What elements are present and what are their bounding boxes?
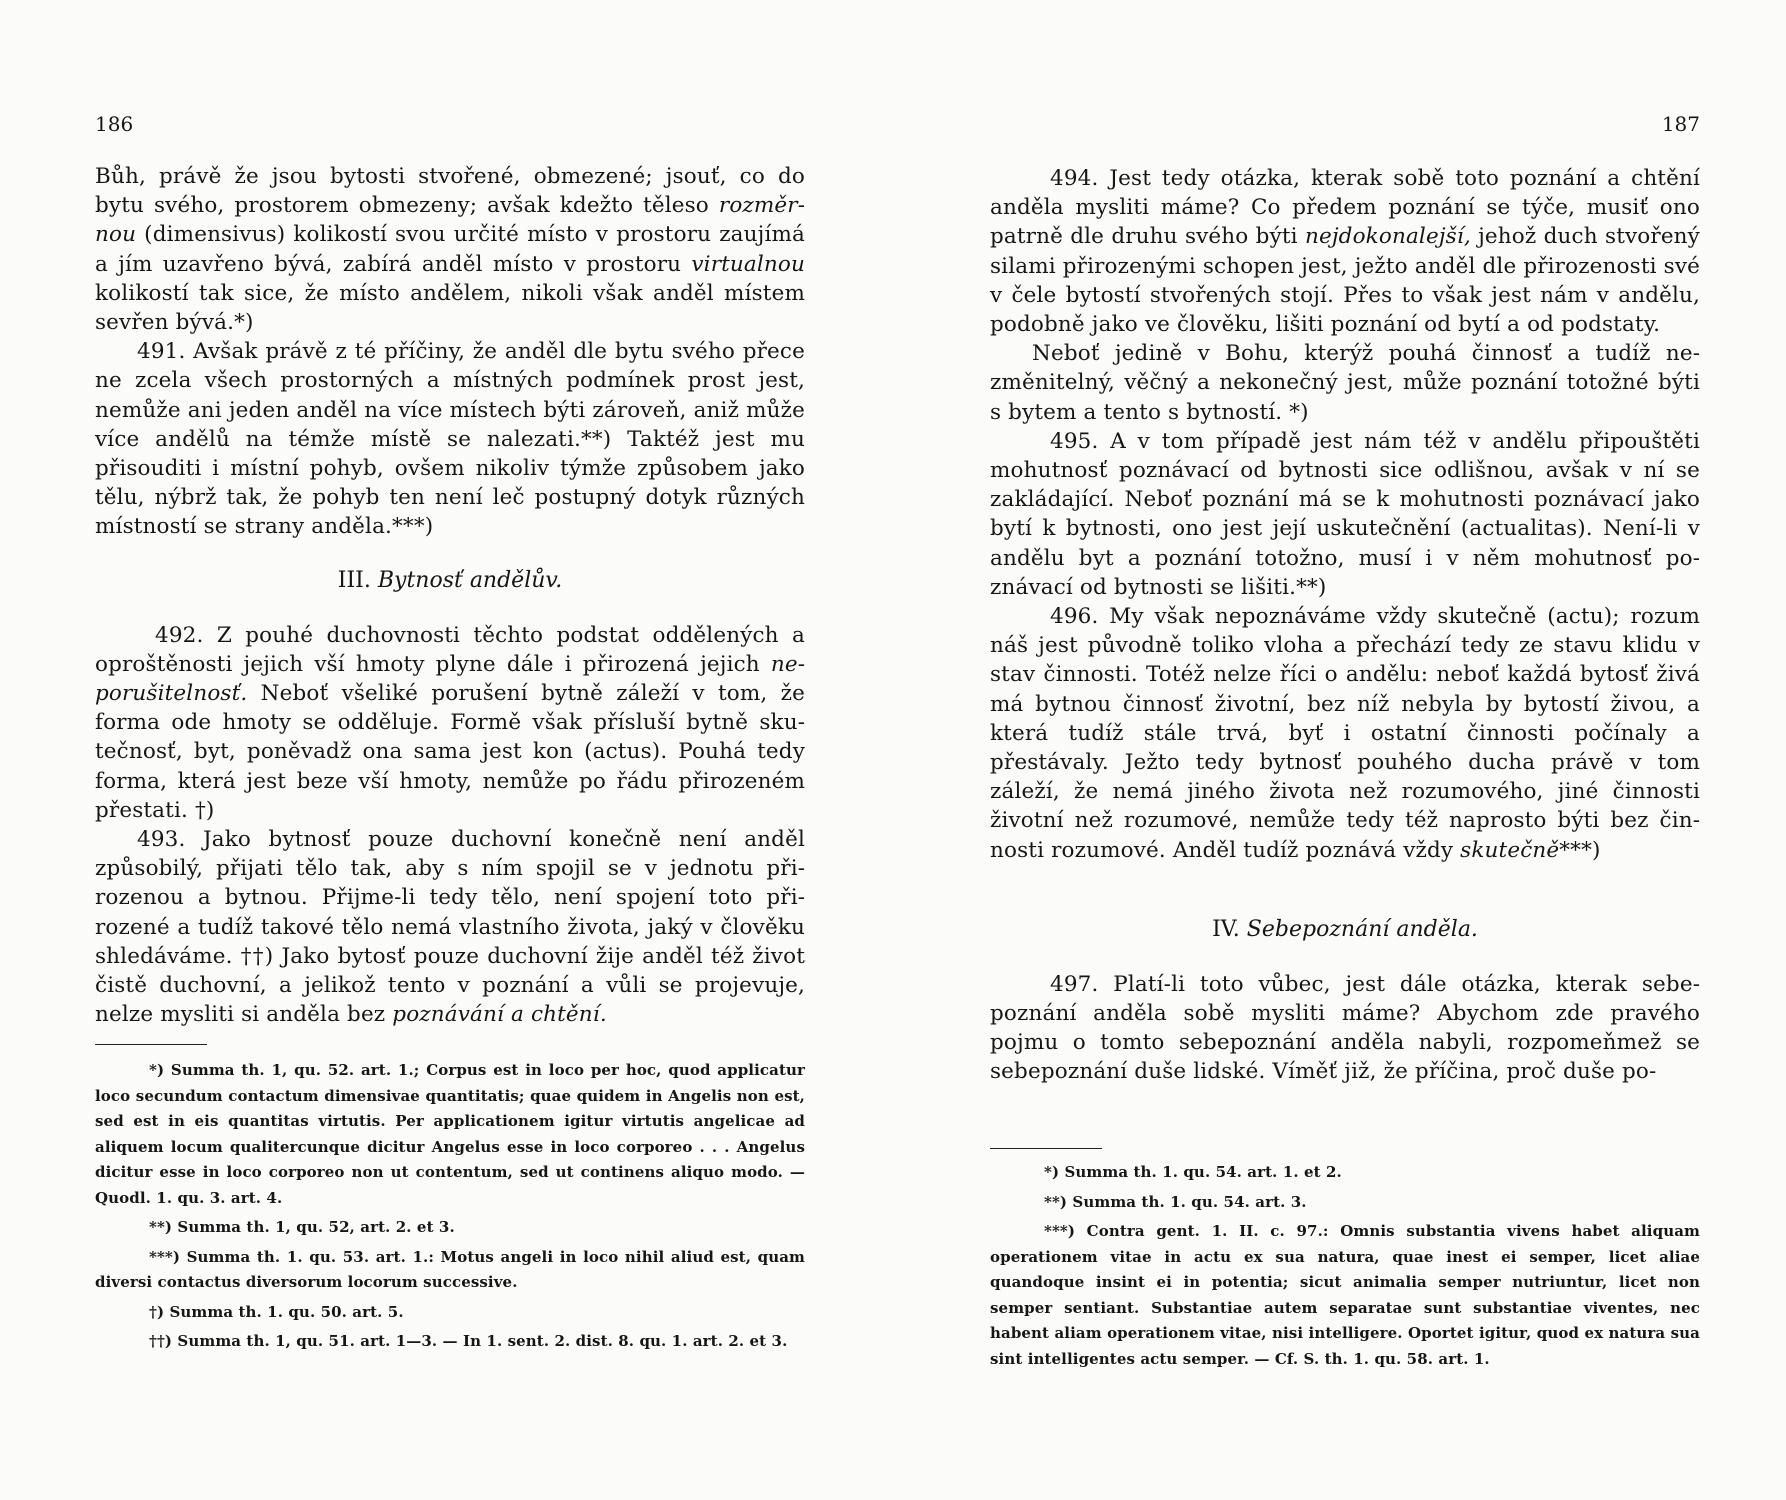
footnote: ***) Contra gent. 1. II. c. 97.: Omnis substantia vivens habet aliquam operationem vitae in actu ex sua natura, quae inest ei semper, licet aliae quandoque insint ei in potentia; sicut animalia semper nutriuntur, licet non semper sentiant. Substantiae autem separatae sunt substantiae viventes, nec habent aliam operationem vitae, nisi intelligere. Oportet igitur, quod ex natura sua sint intelligentes actu semper. — Cf. S. th. 1. qu. 58. art. 1. bbox=[990, 1222, 1700, 1368]
footnote: **) Summa th. 1, qu. 52, art. 2. et 3. bbox=[149, 1218, 455, 1236]
paragraph: 493. Jako bytnosť pouze duchovní konečně není anděl způsobilý, přijati tělo tak, aby s ním spojil se v jednotu přirozenou a bytnou. Přijme-li tedy tělo, není spojení toto přirozené a tudíž takové tělo nemá vlastního života, jaký v člověku shledáváme. ††) Jako bytosť pouze duchovní žije anděl též život čistě duchovní, a jelikož tento v poznání a vůli se projevuje, nelze mysliti si anděla bez poznávání a chtění. bbox=[95, 827, 805, 1028]
footnote-rule bbox=[95, 1044, 207, 1045]
right-page bbox=[990, 0, 1700, 1500]
paragraph: 496. My však nepoznáváme vždy skutečně (actu); rozum náš jest původně toliko vloha a přechází tedy ze stavu klidu v stav činnosti. Totéž nelze říci o andělu: neboť každá bytosť živá má bytnou činnosť životní, bez níž nebyla by bytostí živou, a která tudíž stále trvá, byť i ostatní činnosti počínaly a přestávaly. Ježto tedy bytnosť pouhého ducha právě v tom záleží, že nemá jiného života než rozumového, jiné činnosti životní než rozumové, nemůže tedy též naprosto býti bez činnosti rozumové. Anděl tudíž poznává vždy skutečně***) bbox=[990, 604, 1700, 863]
paragraph: 494. Jest tedy otázka, kterak sobě toto poznání a chtění anděla mysliti máme? Co předem poznání se týče, musiť ono patrně dle druhu svého býti nejdokonalejší, jehož duch stvořený silami přirozenými schopen jest, ježto anděl dle přirozenosti své v čele bytostí stvořených stojí. Přes to však jest nám v andělu, podobně jako ve člověku, lišiti poznání od bytí a od podstaty. bbox=[990, 166, 1700, 338]
page-number: 187 bbox=[1661, 112, 1700, 136]
footnotes bbox=[990, 1160, 1700, 1376]
paragraph: 497. Platí-li toto vůbec, jest dále otázka, kterak sebepoznání anděla sobě mysliti máme? Abychom zde pravého pojmu o tomto sebepoznání anděla nabyli, rozpomeňmež se sebepoznání duše lidské. Víměť již, že příčina, proč duše po- bbox=[990, 971, 1700, 1085]
footnote: **) Summa th. 1. qu. 54. art. 3. bbox=[1044, 1192, 1307, 1211]
section-heading: IV. Sebepoznání anděla. bbox=[1212, 916, 1478, 942]
paragraph: 495. A v tom případě jest nám též v andělu připouštěti mohutnosť poznávací od bytnosti sice odlišnou, avšak v ní se zakládající. Neboť poznání má se k mohutnosti poznávací jako bytí k bytnosti, ono jest její uskutečnění (actualitas). Není-li v andělu byt a poznání totožno, musí i v něm mohutnosť poznávací od bytnosti se lišiti.**) bbox=[990, 428, 1700, 600]
left-page bbox=[95, 0, 805, 1500]
footnotes bbox=[95, 1058, 805, 1359]
footnote: ***) Summa th. 1. qu. 53. art. 1.: Motus angeli in loco nihil aliud est, quam diversi contactus diversorum locorum successive. bbox=[95, 1247, 805, 1291]
main-text bbox=[990, 164, 1700, 1087]
paragraph: 491. Avšak právě z té příčiny, že anděl dle bytu svého přece ne zcela všech prostorných a místných podmínek prost jest, nemůže ani jeden anděl na více místech býti zároveň, aniž může více andělů na témže místě se nalezati.**) Taktéž jest mu přisouditi i místní pohyb, ovšem nikoliv týmže způsobem jako tělu, nýbrž tak, že pohyb ten není leč postupný dotyk různých místností se strany anděla.***) bbox=[95, 339, 805, 540]
footnote: *) Summa th. 1. qu. 54. art. 1. et 2. bbox=[1044, 1163, 1342, 1181]
footnote: ††) Summa th. 1, qu. 51. art. 1—3. — In 1. sent. 2. dist. 8. qu. 1. art. 2. et 3. bbox=[149, 1332, 788, 1350]
section-heading: III. Bytnosť andělův. bbox=[337, 567, 563, 593]
page-number: 186 bbox=[95, 112, 134, 136]
footnote-rule bbox=[990, 1148, 1102, 1149]
paragraph: Bůh, právě že jsou bytosti stvořené, obmezené; jsouť, co do bytu svého, prostorem obmezeny; avšak kdežto těleso rozměrnou (dimensivus) kolikostí svou určité místo v prostoru zaujímá a jím uzavřeno bývá, zabírá anděl místo v prostoru virtualnou kolikostí tak sice, že místo andělem, nikoli však anděl místem sevřen bývá.*) bbox=[95, 164, 805, 336]
main-text bbox=[95, 162, 805, 1029]
footnote: †) Summa th. 1. qu. 50. art. 5. bbox=[149, 1302, 404, 1321]
paragraph: Neboť jedině v Bohu, kterýž pouhá činnosť a tudíž nezměnitelný, věčný a nekonečný jest, může poznání totožné býti s bytem a tento s bytností. *) bbox=[990, 341, 1700, 425]
paragraph: 492. Z pouhé duchovnosti těchto podstat oddělených a oproštěnosti jejich vší hmoty plyne dále i přirozená jejich neporušitelnosť. Neboť všeliké porušení bytně záleží v tom, že forma ode hmoty se odděluje. Formě však přísluší bytně skutečnosť, byt, poněvadž ona sama jest kon (actus). Pouhá tedy forma, která jest beze vší hmoty, nemůže po řádu přirozeném přestati. †) bbox=[95, 622, 805, 823]
footnote: *) Summa th. 1, qu. 52. art. 1.; Corpus est in loco per hoc, quod applicatur loco secundum contactum dimensivae quantitatis; quae quidem in Angelis non est, sed est in eis quantitas virtutis. Per applicationem igitur virtutis angelicae ad aliquem locum qualitercunque dicitur Angelus esse in loco corporeo . . . Angelus dicitur esse in loco corporeo non ut contentum, sed ut continens aliquo modo. — Quodl. 1. qu. 3. art. 4. bbox=[95, 1061, 805, 1207]
